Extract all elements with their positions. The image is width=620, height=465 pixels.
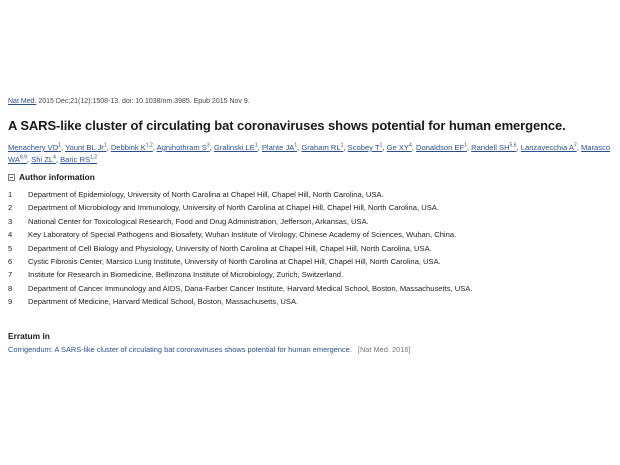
author-info-label: Author information bbox=[19, 172, 95, 182]
author-affiliation-ref: 1 bbox=[340, 142, 344, 149]
affiliation-item bbox=[8, 188, 614, 201]
author-separator: , bbox=[257, 143, 262, 152]
author-name: Debbink K bbox=[110, 143, 146, 152]
author-name: Ge XY bbox=[386, 143, 409, 152]
author-separator: , bbox=[152, 143, 157, 152]
journal-link[interactable]: Nat Med. bbox=[8, 98, 37, 105]
affiliation-number: 6 bbox=[8, 256, 13, 266]
author-affiliation-ref: 8,9 bbox=[19, 154, 27, 161]
author-name: Yount BL Jr bbox=[65, 143, 104, 152]
author-name: Agnihothram S bbox=[156, 143, 207, 152]
author-name: Randell SH bbox=[471, 143, 510, 152]
author-name: Lanzavecchia A bbox=[520, 143, 574, 152]
author-link[interactable] bbox=[301, 143, 343, 152]
author-name: Donaldson EF bbox=[416, 143, 465, 152]
author-affiliation-ref: 1 bbox=[379, 142, 383, 149]
affiliation-number: 4 bbox=[8, 230, 13, 240]
author-name: Plante JA bbox=[261, 143, 295, 152]
author-affiliation-ref: 1 bbox=[103, 142, 107, 149]
citation-line bbox=[8, 98, 250, 105]
author-link[interactable] bbox=[387, 143, 412, 152]
author-link[interactable] bbox=[111, 143, 153, 152]
author-separator: , bbox=[209, 143, 214, 152]
author-separator: , bbox=[106, 143, 111, 152]
affiliation-item bbox=[8, 295, 614, 308]
author-link[interactable] bbox=[348, 143, 383, 152]
affiliation-list bbox=[8, 188, 614, 309]
author-link[interactable] bbox=[471, 143, 516, 152]
author-link[interactable] bbox=[8, 143, 61, 152]
erratum-source: [Nat Med. 2016] bbox=[357, 345, 411, 354]
author-name: Gralinski LE bbox=[213, 143, 255, 152]
author-affiliation-ref: 3 bbox=[206, 142, 210, 149]
author-link[interactable] bbox=[262, 143, 297, 152]
affiliation-item bbox=[8, 228, 614, 241]
affiliation-item bbox=[8, 282, 614, 295]
affiliation-item bbox=[8, 268, 614, 281]
affiliation-text: Department of Cancer Immunology and AIDS, Dana-Farber Cancer Institute, Harvard Medical School, Boston, Massachusetts, USA. bbox=[28, 283, 473, 293]
author-info-toggle[interactable] bbox=[8, 172, 95, 182]
affiliation-text: Cystic Fibrosis Center, Marsico Lung Institute, University of North Carolina at Chapel Hill, Chapel Hill, North Carolina, USA. bbox=[28, 256, 441, 266]
author-link[interactable] bbox=[31, 155, 56, 164]
author-affiliation-ref: 7 bbox=[573, 142, 577, 149]
affiliation-item bbox=[8, 201, 614, 214]
affiliation-number: 8 bbox=[8, 283, 13, 293]
author-separator: , bbox=[516, 143, 521, 152]
affiliation-text: Department of Microbiology and Immunology, University of North Carolina at Chapel Hill, Chapel Hill, North Carolina, USA. bbox=[28, 203, 439, 213]
minus-box-icon[interactable] bbox=[8, 174, 15, 181]
author-separator: , bbox=[411, 143, 416, 152]
affiliation-number: 1 bbox=[8, 190, 13, 199]
erratum-header: Erratum in bbox=[8, 331, 50, 341]
author-list bbox=[8, 142, 614, 166]
affiliation-number: 7 bbox=[8, 270, 13, 280]
author-separator: , bbox=[61, 143, 66, 152]
affiliation-number: 9 bbox=[8, 297, 13, 307]
author-separator: , bbox=[55, 155, 61, 164]
author-link[interactable] bbox=[60, 155, 97, 164]
erratum-line bbox=[8, 345, 411, 354]
author-separator: , bbox=[466, 143, 472, 152]
author-link[interactable] bbox=[214, 143, 258, 152]
affiliation-number: 3 bbox=[8, 216, 13, 226]
author-affiliation-ref: 1,2 bbox=[90, 154, 98, 161]
author-separator: , bbox=[382, 143, 387, 152]
author-affiliation-ref: 5,6 bbox=[509, 142, 517, 149]
erratum-link[interactable]: Corrigendum: A SARS-like cluster of circulating bat coronaviruses shows potential for human emergence. bbox=[8, 345, 352, 354]
affiliation-text: National Center for Toxicological Research, Food and Drug Administration, Jefferson, Arkansas, USA. bbox=[28, 216, 369, 226]
author-affiliation-ref: 1 bbox=[464, 142, 467, 149]
article-title: A SARS-like cluster of circulating bat coronaviruses shows potential for human emergence. bbox=[8, 118, 566, 133]
affiliation-item bbox=[8, 215, 614, 228]
author-name: Menachery VD bbox=[8, 143, 59, 152]
author-link[interactable] bbox=[65, 143, 106, 152]
author-affiliation-ref: 4 bbox=[408, 142, 412, 149]
affiliation-number: 2 bbox=[8, 203, 13, 213]
affiliation-text: Institute for Research in Biomedicine, Bellinzona Institute of Microbiology, Zurich, Switzerland. bbox=[28, 270, 344, 280]
affiliation-item bbox=[8, 242, 614, 255]
author-affiliation-ref: 4 bbox=[53, 154, 56, 161]
author-separator: , bbox=[343, 143, 348, 152]
author-separator: , bbox=[297, 143, 302, 152]
author-affiliation-ref: 1 bbox=[254, 142, 258, 149]
author-affiliation-ref: 1 bbox=[294, 142, 298, 149]
affiliation-number: 5 bbox=[8, 243, 13, 253]
author-affiliation-ref: 1,2 bbox=[145, 142, 153, 149]
affiliation-text: Department of Epidemiology, University of North Carolina at Chapel Hill, Chapel Hill, North Carolina, USA. bbox=[28, 190, 384, 199]
author-separator: , bbox=[26, 155, 32, 164]
author-name: Graham RL bbox=[301, 143, 341, 152]
affiliation-text: Department of Cell Biology and Physiology, University of North Carolina at Chapel Hill, Chapel Hill, North Carolina, USA. bbox=[28, 243, 432, 253]
author-name: Baric RS bbox=[60, 155, 91, 164]
author-link[interactable] bbox=[521, 143, 577, 152]
author-name: Marasco WA bbox=[8, 143, 611, 164]
affiliation-text: Key Laboratory of Special Pathogens and Biosafety, Wuhan Institute of Virology, Chinese Academy of Sciences, Wuhan, China. bbox=[28, 230, 457, 240]
author-link[interactable] bbox=[157, 143, 210, 152]
affiliation-item bbox=[8, 255, 614, 268]
author-affiliation-ref: 1 bbox=[58, 142, 62, 149]
author-name: Shi ZL bbox=[31, 155, 54, 164]
author-name: Scobey T bbox=[347, 143, 380, 152]
citation-details: 2015 Dec;21(12):1508-13. doi: 10.1038/nm.3985. Epub 2015 Nov 9. bbox=[38, 98, 250, 105]
author-separator: , bbox=[576, 143, 581, 152]
affiliation-text: Department of Medicine, Harvard Medical School, Boston, Massachusetts, USA. bbox=[28, 297, 299, 307]
author-link[interactable] bbox=[416, 143, 467, 152]
